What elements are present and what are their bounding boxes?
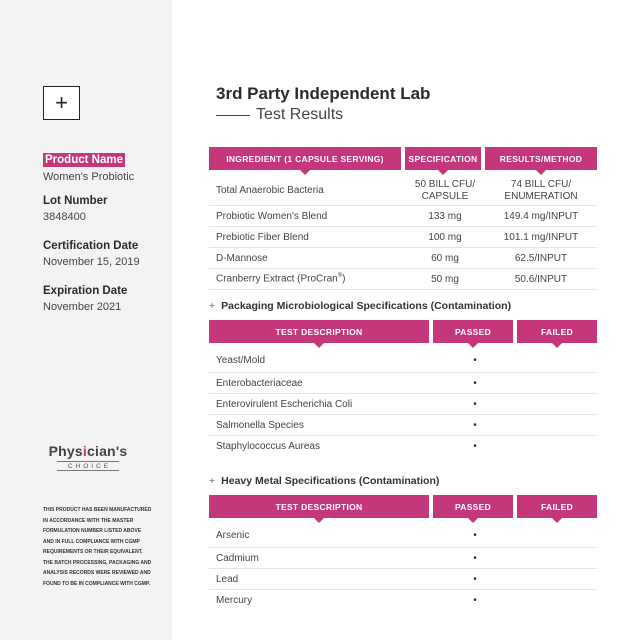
metal-table	[209, 495, 597, 611]
metal-section-title: + Heavy Metal Specifications (Contamination)	[209, 475, 440, 487]
page-header	[216, 84, 430, 124]
ingredient-name: Cranberry Extract (ProCran®)	[209, 269, 405, 290]
brand-logo-name: Physician's	[48, 443, 128, 459]
passed-mark: •	[473, 595, 477, 606]
passed-mark: •	[433, 343, 517, 373]
micro-header-passed: PASSED	[433, 320, 517, 343]
passed-mark: •	[433, 394, 517, 415]
product-name-value: Women's Probiotic	[43, 171, 135, 183]
ingredient-name: D-Mannose	[209, 248, 405, 269]
failed-mark	[517, 590, 597, 611]
ingredient-result: 101.1 mg/INPUT	[485, 227, 597, 248]
certification-date-field	[43, 239, 140, 269]
failed-mark	[517, 548, 597, 569]
ingredient-name: Total Anaerobic Bacteria	[209, 170, 405, 206]
certification-date-value: November 15, 2019	[43, 256, 140, 268]
table-row	[209, 373, 597, 394]
passed-mark: •	[433, 569, 517, 590]
failed-mark	[517, 569, 597, 590]
table-row	[209, 227, 597, 248]
product-name-field	[43, 150, 134, 184]
subtitle-rule	[216, 115, 250, 116]
test-name: Cadmium	[209, 548, 433, 569]
ingredient-result: 74 BILL CFU/ ENUMERATION	[485, 170, 597, 206]
plus-icon[interactable]: +	[209, 475, 216, 487]
test-name: Arsenic	[209, 518, 433, 548]
micro-header-test: TEST DESCRIPTION	[209, 320, 433, 343]
table-row	[209, 343, 597, 373]
expiration-date-label: Expiration Date	[43, 285, 128, 297]
test-name: Staphylococcus Aureas	[216, 441, 320, 452]
table-row	[209, 248, 597, 269]
brand-logo-sub: CHOICE	[57, 461, 119, 471]
ingredients-header-ingredient: INGREDIENT (1 CAPSULE SERVING)	[209, 147, 405, 170]
expiration-date-value: November 2021	[43, 301, 122, 313]
metal-header-test: TEST DESCRIPTION	[209, 495, 433, 518]
passed-mark: •	[433, 373, 517, 394]
table-row	[209, 269, 597, 290]
table-row	[209, 415, 597, 436]
ingredient-spec: 60 mg	[405, 248, 485, 269]
ingredient-result: 50.6/INPUT	[485, 269, 597, 290]
micro-section-title: + Packaging Microbiological Specifications (Contamination)	[209, 300, 512, 312]
table-row	[209, 170, 597, 206]
ingredient-name: Prebiotic Fiber Blend	[209, 227, 405, 248]
failed-mark	[517, 394, 597, 415]
test-name: Enterobacteriaceae	[209, 373, 433, 394]
passed-mark: •	[473, 441, 477, 452]
plus-icon[interactable]: +	[43, 86, 80, 120]
compliance-disclaimer: THIS PRODUCT HAS BEEN MANUFACTURED IN ACCORDANCE WITH THE MASTER FORMULATION NUMBER LISTED ABOVE AND IN FULL COMPLIANCE WITH CGMP REQUIREMENTS OR THEIR EQUIVALENT. THE BATCH PROCESSING, PACKAGING AND ANALYSIS RECORDS WERE REVIEWED AND FOUND TO BE IN COMPLIANCE WITH CGMP.	[43, 507, 152, 587]
table-row	[209, 590, 597, 611]
table-row	[209, 206, 597, 227]
ingredient-spec: 50 mg	[405, 269, 485, 290]
failed-mark	[517, 415, 597, 436]
expiration-date-field	[43, 284, 127, 314]
passed-mark: •	[433, 415, 517, 436]
ingredient-spec: 133 mg	[405, 206, 485, 227]
page-title: 3rd Party Independent Lab	[216, 84, 431, 103]
lot-number-value: 3848400	[43, 211, 86, 223]
ingredient-spec: 100 mg	[405, 227, 485, 248]
table-row	[209, 394, 597, 415]
test-name: Enterovirulent Escherichia Coli	[209, 394, 433, 415]
micro-header-failed: FAILED	[517, 320, 597, 343]
test-name: Yeast/Mold	[209, 343, 433, 373]
ingredients-header-specification: SPECIFICATION	[405, 147, 485, 170]
test-name: Mercury	[216, 595, 253, 606]
passed-mark: •	[433, 518, 517, 548]
test-name: Salmonella Species	[209, 415, 433, 436]
table-row	[209, 518, 597, 548]
micro-table	[209, 320, 597, 457]
table-row	[209, 436, 597, 457]
passed-mark: •	[433, 548, 517, 569]
table-row	[209, 569, 597, 590]
test-name: Lead	[209, 569, 433, 590]
lot-number-field	[43, 194, 108, 224]
certification-date-label: Certification Date	[43, 240, 139, 252]
ingredient-result: 149.4 mg/INPUT	[485, 206, 597, 227]
leaf-icon: i	[82, 443, 87, 459]
failed-mark	[517, 436, 597, 457]
ingredients-table	[209, 147, 597, 290]
failed-mark	[517, 373, 597, 394]
metal-header-failed: FAILED	[517, 495, 597, 518]
ingredient-result: 62.5/INPUT	[485, 248, 597, 269]
ingredients-header-results: RESULTS/METHOD	[485, 147, 597, 170]
plus-icon[interactable]: +	[209, 300, 216, 312]
page-subtitle: Test Results	[216, 106, 430, 124]
ingredient-name: Probiotic Women's Blend	[209, 206, 405, 227]
metal-header-passed: PASSED	[433, 495, 517, 518]
ingredient-spec: 50 BILL CFU/ CAPSULE	[405, 170, 485, 206]
table-row	[209, 548, 597, 569]
brand-logo	[43, 443, 133, 471]
product-name-label: Product Name	[45, 154, 123, 166]
sidebar	[0, 0, 172, 640]
lot-number-label: Lot Number	[43, 195, 108, 207]
